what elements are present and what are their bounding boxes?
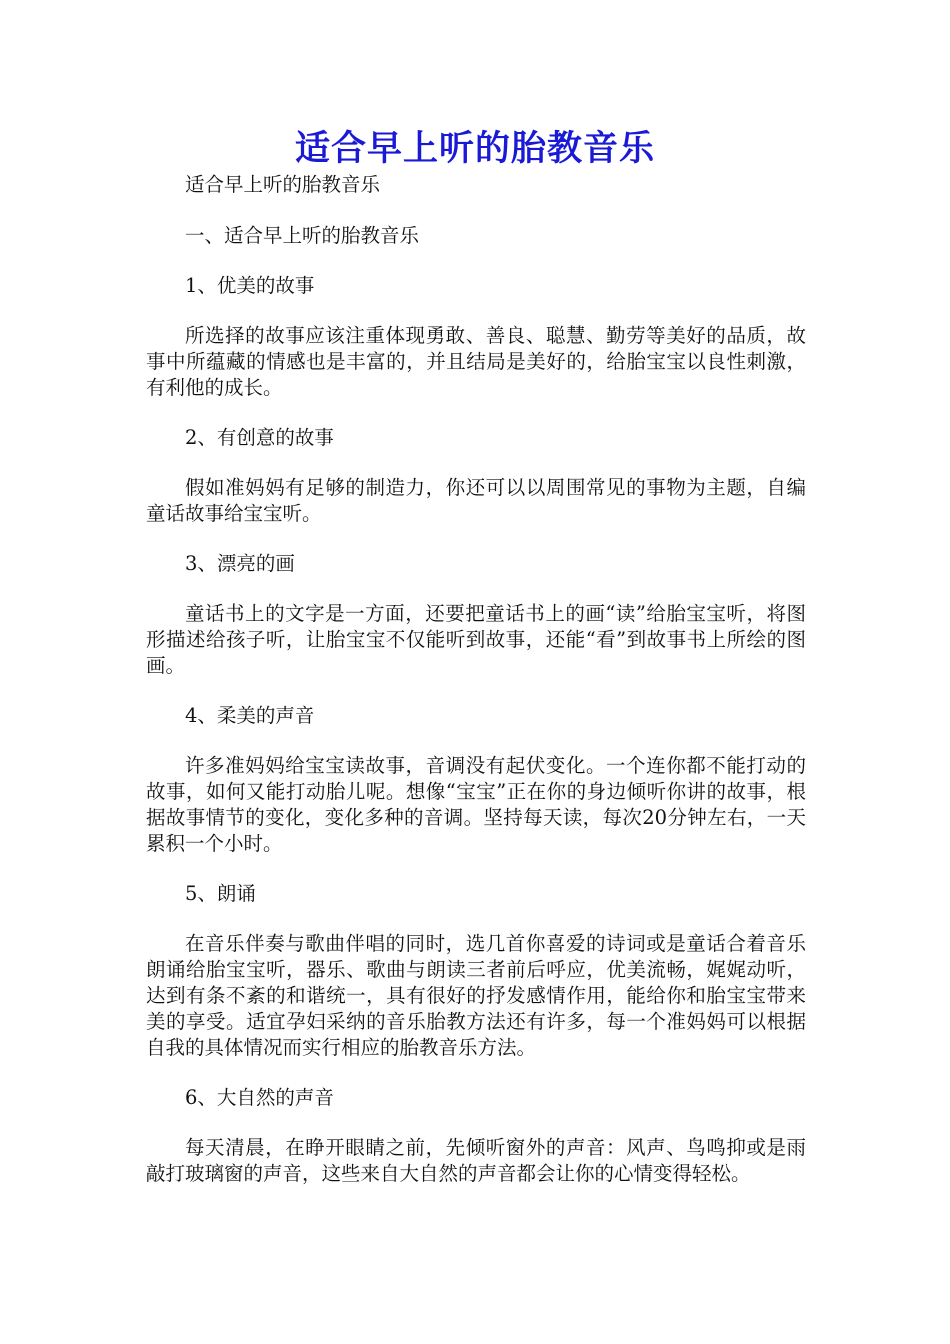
item-heading-1: 1、优美的故事: [185, 274, 315, 297]
document-title: 适合早上听的胎教音乐: [294, 129, 655, 169]
item-heading-2: 2、有创意的故事: [185, 426, 334, 449]
item-heading-3: 3、漂亮的画: [185, 552, 295, 575]
document-subtitle: 适合早上听的胎教音乐: [185, 173, 381, 196]
item-heading-5: 5、朗诵: [185, 882, 256, 905]
document-body: [146, 172, 806, 1211]
item-paragraph-1: 所选择的故事应该注重体现勇敢、善良、聪慧、勤劳等美好的品质，故事中所蕴藏的情感也是丰富的，并且结局是美好的，给胎宝宝以良性刺激，有利他的成长。: [146, 324, 806, 399]
item-paragraph-4: 许多准妈妈给宝宝读故事，音调没有起伏变化。一个连你都不能打动的故事，如何又能打动胎儿呢。想像“宝宝”正在你的身边倾听你讲的故事，根据故事情节的变化，变化多种的音调。坚持每天读，每次20分钟左右，一天累积一个小时。: [146, 754, 806, 855]
item-paragraph-3: 童话书上的文字是一方面，还要把童话书上的画“读”给胎宝宝听，将图形描述给孩子听，让胎宝宝不仅能听到故事，还能“看”到故事书上所绘的图画。: [146, 602, 806, 677]
item-heading-4: 4、柔美的声音: [185, 704, 315, 727]
item-paragraph-6: 每天清晨，在睁开眼睛之前，先倾听窗外的声音：风声、鸟鸣抑或是雨敲打玻璃窗的声音，这些来自大自然的声音都会让你的心情变得轻松。: [146, 1136, 806, 1185]
item-paragraph-5: 在音乐伴奏与歌曲伴唱的同时，选几首你喜爱的诗词或是童话合着音乐朗诵给胎宝宝听，器乐、歌曲与朗读三者前后呼应，优美流畅，娓娓动听，达到有条不紊的和谐统一，具有很好的抒发感情作用，能给你和胎宝宝带来美的享受。适宜孕妇采纳的音乐胎教方法还有许多，每一个准妈妈可以根据自我的具体情况而实行相应的胎教音乐方法。: [146, 932, 806, 1059]
item-paragraph-2: 假如准妈妈有足够的制造力，你还可以以周围常见的事物为主题，自编童话故事给宝宝听。: [146, 476, 806, 525]
item-heading-6: 6、大自然的声音: [185, 1086, 334, 1109]
section-heading: 一、适合早上听的胎教音乐: [185, 224, 420, 247]
